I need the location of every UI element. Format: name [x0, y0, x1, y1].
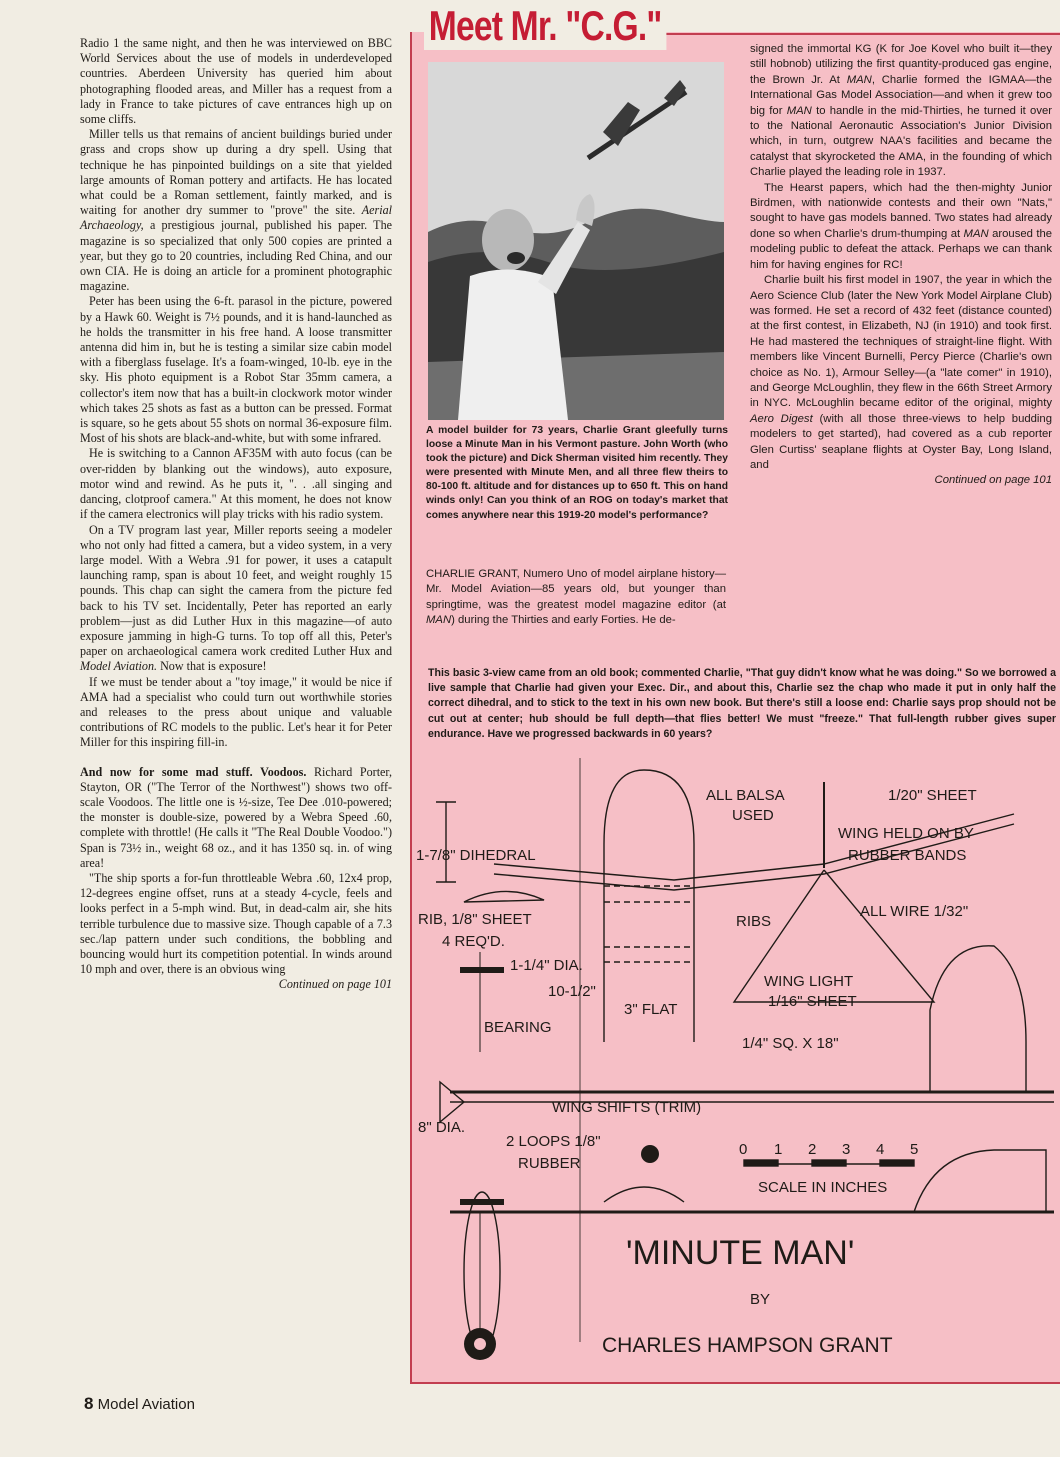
scale-tick: 5 — [910, 1141, 919, 1158]
left-paragraph-3: Peter has been using the 6-ft. parasol in the picture, powered by a Hawk 60. Weight is 7½ pounds, and it is hand-launched as he holds the transmitter in his free hand. A loose transmitter antenna did him in, but he is testing a similar size cabin model with a fiberglass fuselage. It's a foam-winged, 10-lb. eye in the sky. His photo equipment is a Robot Star 35mm camera, a collector's item now that has a built-in clockwork motor winder which takes 25 shots as fast as a button can be pressed. Format is square, so he gets about 55 shots on normal 36-exposure film. Most of his shots are black-and-white, but with some infrared. — [80, 294, 392, 446]
left-paragraph-6: If we must be tender about a "toy image," it would be nice if AMA had a specialist who could turn out worthwhile stories and releases to the press about unique and valuable contributions of RC models to the public. Let's hear it for Peter Miller for this inspiring fill-in. — [80, 674, 392, 750]
label-all-balsa: ALL BALSA — [706, 787, 785, 804]
label-dia-8: 8" DIA. — [418, 1119, 466, 1136]
right-paragraph-2: The Hearst papers, which had the then-mighty Junior Birdmen, with nationwide contests and their own "Nats," sought to have gas models banned. Two states had already done so when Charlie's drum-thumping at MAN aroused the modeling public to defeat the attack. Perhaps we can thank him for having engines for RC! — [750, 181, 1053, 271]
label-length-1012: 10-1/2" — [548, 983, 596, 1000]
minute-man-three-view — [414, 752, 1060, 1377]
label-dia-114: 1-1/4" DIA. — [510, 957, 583, 974]
voodoo-paragraph-1: And now for some mad stuff. Voodoos. Richard Porter, Stayton, OR ("The Terror of the Northwest") shows two off-scale Voodoos. The little one is ½-size, Tee Dee .010-powered; the monster is double-size, powered by a Webra Speed .60, complete with throttle! (He calls it "The Real Double Voodoo.") Span is 73½ in., weight 68 oz., and it has 1350 sq. in. of wing area! — [80, 764, 392, 870]
voodoo-paragraph-2: "The ship sports a for-fun throttleable Webra .60, 12x4 prop, 12-degrees engine offset, runs at a steady 4-cycle, feels and looks perfect in a 5-mph wind. But, in dead-calm air, she hits terrible turbulence due to massive size. Though capable of a 7.3 sec./lap pattern under such conditions, the bobbling and bouncing would hurt its competition potential. In winds around 10 mph and over, there is an obvious wing — [80, 870, 392, 977]
title-rule — [640, 33, 1060, 35]
label-rib-1: RIB, 1/8" SHEET — [418, 911, 532, 928]
continued-note-right: Continued on page 101 — [934, 474, 1052, 487]
feature-right-column — [750, 42, 1052, 489]
label-scale-inches: SCALE IN INCHES — [758, 1179, 888, 1196]
label-wing-held-1: WING HELD ON BY — [838, 825, 974, 842]
label-wing-light-2: 1/16" SHEET — [768, 993, 857, 1010]
designer-name: CHARLES HAMPSON GRANT — [602, 1334, 893, 1357]
label-all-wire: ALL WIRE 1/32" — [860, 903, 969, 920]
label-sheet-20: 1/20" SHEET — [888, 787, 977, 804]
label-wing-light-1: WING LIGHT — [764, 973, 854, 990]
label-rib-2: 4 REQ'D. — [442, 933, 505, 950]
label-loops-2: RUBBER — [518, 1155, 581, 1172]
scale-tick: 0 — [739, 1141, 748, 1158]
right-paragraph-1: signed the immortal KG (K for Joe Kovel who built it—they still hobnob) utilizing the first quantity-produced gas engine, the Brown Jr. At MAN, Charlie formed the IGMAA—the International Gas Model Association—and when it grew too big for MAN to handle in the mid-Thirties, he turned it over to the National Aeronautic Association's Junior Division which, in turn, outgrew NAA's facilities and became the catalyst that skyrocketed the AMA, in the founding of which Charlie played the leading role in 1937. — [750, 43, 1053, 179]
label-bearing: BEARING — [484, 1019, 552, 1036]
label-wing-held-2: RUBBER BANDS — [848, 847, 967, 864]
charlie-grant-photo — [428, 62, 724, 420]
label-square: 1/4" SQ. X 18" — [742, 1035, 839, 1052]
magazine-name: Model Aviation — [97, 1396, 195, 1413]
feature-title: Meet Mr. "C.G." — [424, 2, 666, 50]
left-column — [80, 36, 392, 993]
scale-tick: 1 — [774, 1141, 783, 1158]
right-paragraph-3: Charlie built his first model in 1907, the year in which the Aero Science Club (later the New York Model Airplane Club) was formed. He set a record of 432 feet (distance counted) at the first contest, in Elizabeth, NJ (in 1910) and took first. He had mastered the techniques of straight-line flight. With members like Vincent Burnelli, Percy Pierce (Charlie's own choice as No. 1), Armour Selley—(a "late comer" in 1910), and George McLoughlin, they flew in the 66th Street Armory in NYC. McLoughlin became editor of the original, mighty Aero Digest (with all those three-views to help budding modelers to get started), had covered as a cub reporter Glen Curtiss' seaplane flights at Oyster Bay, Long Island, and — [750, 274, 1053, 471]
scale-tick: 2 — [808, 1141, 817, 1158]
photo-illustration — [428, 62, 724, 420]
drawing-caption: This basic 3-view came from an old book; commented Charlie, "That guy didn't know what he was doing." So we borrowed a live sample that Charlie had given your Exec. Dir., and about this, Charlie sez the chap who made it put in only half the correct dihedral, and to stick to the text in his own new book. But there's still a loose end: Charlie says prop should not be cut out at center; hub should be full depth—that flies better! We must "freeze." That full-length rubber gives super endurance. Have we progressed backwards in 60 years? — [428, 667, 1056, 740]
balance-point — [641, 1145, 659, 1163]
left-paragraph-5: On a TV program last year, Miller reports seeing a modeler who not only had fitted a camera, but a video system, in a very large model. With a Webra .91 for power, it uses a catapult launching ramp, span is about 10 feet, and weight roughly 15 pounds. This chap can sight the camera from the picture fed back to his TV set. Incidentally, Peter has reported an early problem—just as did Luther Hux in this magazine—of auto exposure jamming in high-G turns. To top off all this, Peter's paper on archaeological camera work credited Luther Hux and Model Aviation. Now that is exposure! — [80, 522, 392, 674]
scale-tick: 3 — [842, 1141, 851, 1158]
feature-middle-text: CHARLIE GRANT, Numero Uno of model airplane history—Mr. Model Aviation—85 years old, but younger than springtime, was the greatest model magazine editor (at MAN) during the Thirties and early Forties. He de- — [426, 568, 726, 627]
propeller-disc — [464, 1192, 500, 1352]
label-flat: 3" FLAT — [624, 1001, 678, 1018]
label-used: USED — [732, 807, 774, 824]
label-dihedral: 1-7/8" DIHEDRAL — [416, 847, 536, 864]
left-paragraph-1: Radio 1 the same night, and then he was interviewed on BBC World Services about the use of models in underdeveloped countries. Aberdeen University has queried him about photographing flooded areas, and Miller has a request from a lady in France to take pictures of cave entrances high up on some cliffs. — [80, 36, 392, 127]
continued-note-left: Continued on page 101 — [278, 977, 392, 992]
label-wing-shifts: WING SHIFTS (TRIM) — [552, 1099, 702, 1116]
photo-caption: A model builder for 73 years, Charlie Grant gleefully turns loose a Minute Man in his Vermont pasture. John Worth (who took the picture) and Dick Sherman visited him recently. They were presented with Minute Men, and all three flew theirs to 80-100 ft. altitude and for distances up to 650 ft. This on hand winds only! Can you think of an ROG on today's market that comes anywhere near this 1919-20 model's performance? — [426, 425, 728, 521]
label-loops-1: 2 LOOPS 1/8" — [506, 1133, 601, 1150]
rib-airfoil — [464, 891, 544, 902]
rudder-fin — [930, 946, 1026, 1092]
scale-tick: 4 — [876, 1141, 885, 1158]
page-footer — [84, 1394, 195, 1414]
stabilizer — [914, 1150, 1046, 1212]
label-ribs: RIBS — [736, 913, 772, 930]
model-name: 'MINUTE MAN' — [626, 1234, 855, 1272]
label-by: BY — [750, 1291, 771, 1308]
left-paragraph-2: Miller tells us that remains of ancient buildings buried under grass and crops show up during a dry spell. Using that technique he has pinpointed buildings on a site that yielded large amounts of Roman pottery and artifacts. He has located what could be a Roman settlement, faintly marked, and is waiting for another dry summer to "prove" the site. Aerial Archaeology, a prestigious journal, published his paper. The magazine is so specialized that only 500 copies are printed a year, but they go to 20 countries, including Red China, and our own CIA. He is doing an article for a prominent photographic magazine. — [80, 127, 392, 294]
left-paragraph-4: He is switching to a Cannon AF35M with auto focus (can be over-ridden by blanking out the windows), auto exposure, motor wind and rewind. As he puts it, ". . .all singing and dancing, clotproof camera." At this moment, he does not know if the camera electronics will play tricks with his radio system. — [80, 446, 392, 522]
page-number: 8 — [84, 1394, 94, 1413]
